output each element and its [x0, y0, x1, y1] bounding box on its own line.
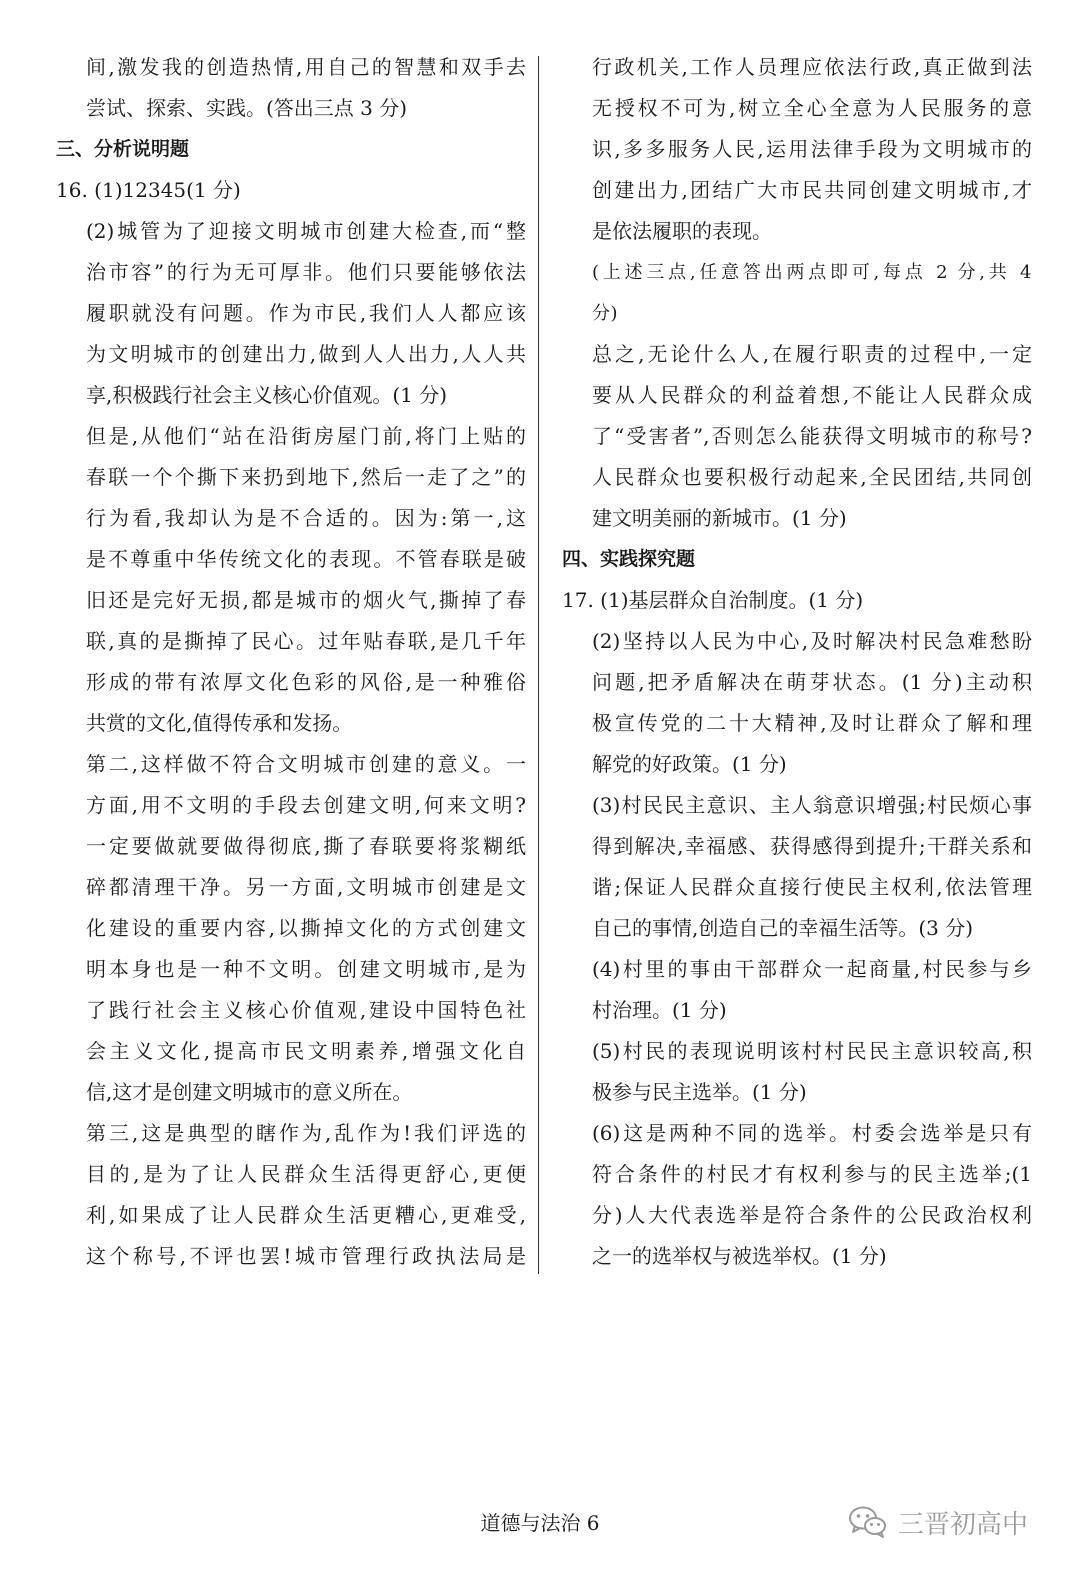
text-line: (上述三点,任意答出两点即可,每点 2 分,共 4 [592, 262, 1032, 283]
text-line: 符合条件的村民才有权利参与的民主选举;(1 [592, 1162, 1032, 1186]
text-line: 极宣传党的二十大精神,及时让群众了解和理 [592, 711, 1032, 735]
text-line: 利,如果成了让人民群众生活更糟心,更难受, [86, 1203, 526, 1227]
wechat-icon [848, 1505, 888, 1539]
right-column [562, 47, 1032, 1277]
text-line: 享,积极践行社会主义核心价值观。(1 分) [86, 383, 448, 407]
text-line: 碎都清理干净。另一方面,文明城市创建是文 [86, 875, 526, 899]
text-line: (3)村民民主意识、主人翁意识增强;村民烦心事 [592, 793, 1032, 817]
text-line: 履职就没有问题。作为市民,我们人人都应该 [86, 301, 526, 325]
text-line: 是不尊重中华传统文化的表现。不管春联是破 [86, 547, 526, 571]
text-line: 联,真的是撕掉了民心。过年贴春联,是几千年 [86, 629, 526, 653]
text-line: 治市容”的行为无可厚非。他们只要能够依法 [86, 260, 526, 284]
text-line: 间,激发我的创造热情,用自己的智慧和双手去 [86, 55, 526, 79]
text-line: 行政机关,工作人员理应依法行政,真正做到法 [592, 55, 1032, 79]
text-line: 行为看,我却认为是不合适的。因为:第一,这 [86, 506, 526, 530]
text-line: 了“受害者”,否则怎么能获得文明城市的称号? [592, 424, 1032, 448]
text-line: 得到解决,幸福感、获得感得到提升;干群关系和 [592, 834, 1032, 858]
text-line: 方面,用不文明的手段去创建文明,何来文明? [86, 793, 526, 817]
text-line: 问题,把矛盾解决在萌芽状态。(1 分)主动积 [592, 670, 1032, 694]
section-heading: 三、分析说明题 [56, 138, 190, 160]
text-line: 自己的事情,创造自己的幸福生活等。(3 分) [592, 916, 974, 940]
text-line: (6)这是两种不同的选举。村委会选举是只有 [592, 1121, 1032, 1145]
text-line: (2)坚持以人民为中心,及时解决村民急难愁盼 [592, 629, 1032, 653]
text-line: (5)村民的表现说明该村村民民主意识较高,积 [592, 1039, 1032, 1063]
text-line: 尝试、探索、实践。(答出三点 3 分) [86, 96, 408, 120]
text-line: 极参与民主选举。(1 分) [592, 1080, 807, 1104]
text-line: 16. (1)12345(1 分) [56, 178, 241, 202]
text-line: 总之,无论什么人,在履行职责的过程中,一定 [592, 342, 1032, 366]
left-column [56, 47, 526, 1277]
watermark-text: 三晋初高中 [898, 1509, 1029, 1540]
text-line: 但是,从他们“站在沿街房屋门前,将门上贴的 [86, 424, 526, 448]
column-divider [538, 56, 539, 1274]
text-line: 目的,是为了让人民群众生活得更舒心,更便 [86, 1162, 526, 1186]
text-line: 旧还是完好无损,都是城市的烟火气,撕掉了春 [86, 588, 526, 612]
text-line: 分)人大代表选举是符合条件的公民政治权利 [592, 1203, 1032, 1227]
text-line: 信,这才是创建文明城市的意义所在。 [86, 1080, 413, 1104]
text-line: 为文明城市的创建出力,做到人人出力,人人共 [86, 342, 526, 366]
text-line: 这个称号,不评也罢!城市管理行政执法局是 [86, 1244, 526, 1268]
text-line: 无授权不可为,树立全心全意为人民服务的意 [592, 96, 1032, 120]
text-line: 一定要做就要做得彻底,撕了春联要将浆糊纸 [86, 834, 526, 858]
text-line: 分) [592, 303, 619, 324]
text-line: 创建出力,团结广大市民共同创建文明城市,才 [592, 178, 1032, 202]
text-line: 要从人民群众的利益着想,不能让人民群众成 [592, 383, 1032, 407]
text-line: 村治理。(1 分) [592, 998, 727, 1022]
text-line: 形成的带有浓厚文化色彩的风俗,是一种雅俗 [86, 670, 526, 694]
text-line: 谐;保证人民群众直接行使民主权利,依法管理 [592, 875, 1032, 899]
text-line: 了践行社会主义核心价值观,建设中国特色社 [86, 998, 526, 1022]
text-line: 明本身也是一种不文明。创建文明城市,是为 [86, 957, 526, 981]
text-line: 之一的选举权与被选举权。(1 分) [592, 1244, 887, 1268]
text-line: 是依法履职的表现。 [592, 219, 772, 243]
text-line: 解党的好政策。(1 分) [592, 752, 787, 776]
text-line: 共赏的文化,值得传承和发扬。 [86, 711, 353, 735]
text-line: 17. (1)基层群众自治制度。(1 分) [562, 588, 864, 612]
text-line: 春联一个个撕下来扔到地下,然后一走了之”的 [86, 465, 526, 489]
text-line: 会主义文化,提高市民文明素养,增强文化自 [86, 1039, 526, 1063]
text-line: 化建设的重要内容,以撕掉文化的方式创建文 [86, 916, 526, 940]
text-line: (4)村里的事由干部群众一起商量,村民参与乡 [592, 957, 1032, 981]
text-line: 人民群众也要积极行动起来,全民团结,共同创 [592, 465, 1032, 489]
section-heading: 四、实践探究题 [562, 548, 696, 570]
page-footer: 道德与法治 6 [480, 1511, 600, 1535]
text-line: 第二,这样做不符合文明城市创建的意义。一 [86, 752, 526, 776]
text-line: 第三,这是典型的瞎作为,乱作为!我们评选的 [86, 1121, 526, 1145]
text-line: 建文明美丽的新城市。(1 分) [592, 506, 847, 530]
watermark [848, 1504, 1028, 1540]
text-line: (2)城管为了迎接文明城市创建大检查,而“整 [86, 219, 526, 243]
text-line: 识,多多服务人民,运用法律手段为文明城市的 [592, 137, 1032, 161]
